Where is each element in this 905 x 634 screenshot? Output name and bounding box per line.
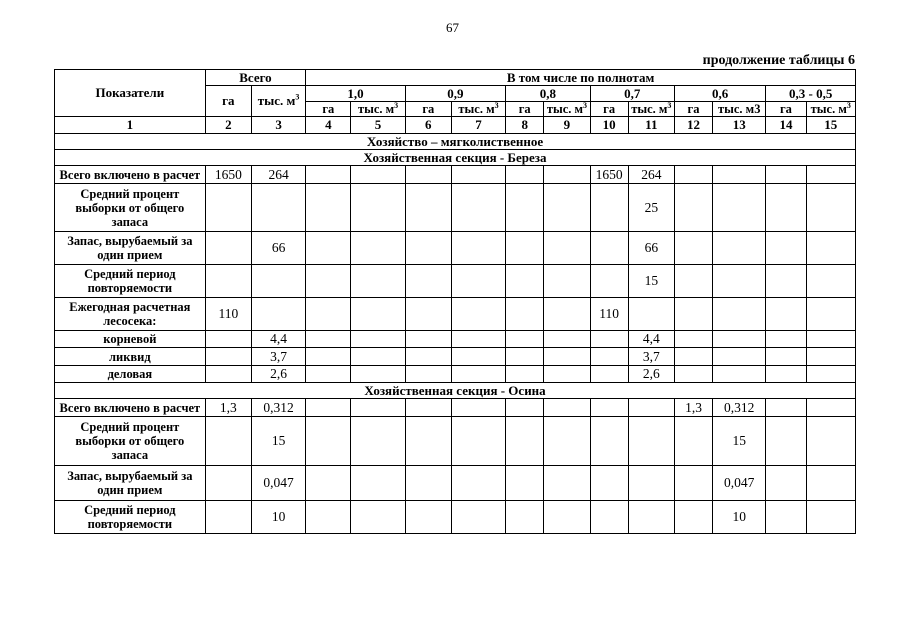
header-unit-volume: тыс. $м^3$ — [351, 102, 405, 117]
table-cell — [590, 366, 628, 383]
table-cell — [674, 331, 712, 348]
table-row — [55, 265, 856, 298]
section-title: Хозяйство – мягколиственное — [55, 134, 856, 150]
table-cell — [806, 366, 855, 383]
table-cell: 0,312 — [251, 399, 305, 417]
table-row — [55, 232, 856, 265]
table-cell — [766, 331, 806, 348]
table-cell — [544, 265, 590, 298]
table-cell: 25 — [628, 184, 674, 232]
row-label: корневой — [55, 331, 206, 348]
header-unit-volume: тыс. м3 — [713, 102, 766, 117]
table-cell — [405, 501, 451, 534]
table-cell — [251, 184, 305, 232]
table-cell — [451, 331, 505, 348]
table-cell — [674, 466, 712, 501]
table-cell: 264 — [251, 166, 305, 184]
table-cell — [628, 466, 674, 501]
table-cell: 4,4 — [251, 331, 305, 348]
header-unit-ha: га — [506, 102, 544, 117]
table-cell — [451, 399, 505, 417]
table-cell — [674, 184, 712, 232]
table-cell — [405, 232, 451, 265]
header-unit-volume: тыс. $м^3$ — [451, 102, 505, 117]
table-cell — [590, 466, 628, 501]
table-cell — [590, 331, 628, 348]
table-cell — [351, 166, 405, 184]
table-cell — [451, 366, 505, 383]
row-label: Всего включено в расчет — [55, 399, 206, 417]
table-cell — [506, 501, 544, 534]
table-row — [55, 417, 856, 466]
column-number: 13 — [713, 117, 766, 134]
section-row — [55, 383, 856, 399]
table-cell — [544, 466, 590, 501]
header-unit-ha: га — [590, 102, 628, 117]
table-cell — [351, 501, 405, 534]
table-cell: 0,047 — [251, 466, 305, 501]
table-row — [55, 501, 856, 534]
table-cell: 3,7 — [251, 348, 305, 366]
table-cell — [251, 298, 305, 331]
table-cell — [713, 348, 766, 366]
table-cell — [590, 348, 628, 366]
table-cell — [405, 399, 451, 417]
table-cell — [544, 348, 590, 366]
table-cell — [451, 265, 505, 298]
table-cell — [590, 399, 628, 417]
table-continuation-caption: продолжение таблицы 6 — [702, 53, 855, 68]
table-cell — [674, 417, 712, 466]
header-unit-ha: га — [674, 102, 712, 117]
table-row — [55, 166, 856, 184]
table-cell — [806, 348, 855, 366]
section-row — [55, 150, 856, 166]
table-cell: 15 — [628, 265, 674, 298]
table-row — [55, 348, 856, 366]
table-cell — [405, 166, 451, 184]
table-cell: 10 — [251, 501, 305, 534]
row-label: Ежегодная расчетная лесосека: — [55, 298, 206, 331]
table-cell — [205, 331, 251, 348]
table-cell — [766, 298, 806, 331]
column-number: 4 — [306, 117, 351, 134]
table-cell — [713, 166, 766, 184]
table-cell — [590, 265, 628, 298]
column-number: 2 — [205, 117, 251, 134]
table-cell — [205, 232, 251, 265]
table-cell — [674, 366, 712, 383]
table-cell — [306, 166, 351, 184]
table-cell — [766, 348, 806, 366]
table-cell — [351, 232, 405, 265]
table-cell — [506, 331, 544, 348]
table-cell — [590, 232, 628, 265]
table-cell — [544, 184, 590, 232]
table-cell — [674, 232, 712, 265]
table-cell — [306, 417, 351, 466]
column-number: 10 — [590, 117, 628, 134]
header-by-density: В том числе по полнотам — [306, 70, 856, 86]
table-cell — [306, 184, 351, 232]
table-cell — [766, 501, 806, 534]
table-cell — [544, 166, 590, 184]
table-cell — [306, 331, 351, 348]
column-number-row — [55, 117, 856, 134]
table-cell — [351, 366, 405, 383]
table-cell — [713, 366, 766, 383]
table-row — [55, 298, 856, 331]
table-cell — [351, 265, 405, 298]
table-cell: 1650 — [205, 166, 251, 184]
table-cell — [806, 232, 855, 265]
table-cell — [674, 166, 712, 184]
table-cell — [506, 366, 544, 383]
table-cell — [306, 348, 351, 366]
table-cell — [451, 501, 505, 534]
table-cell — [405, 265, 451, 298]
table-cell — [628, 298, 674, 331]
table-cell — [306, 232, 351, 265]
header-density: 0,8 — [506, 86, 590, 102]
table-cell — [628, 501, 674, 534]
table-cell — [351, 348, 405, 366]
header-total: Всего — [205, 70, 305, 86]
section-title: Хозяйственная секция - Осина — [55, 383, 856, 399]
table-cell — [506, 298, 544, 331]
table-cell — [766, 399, 806, 417]
table-cell — [806, 331, 855, 348]
header-density: 0,6 — [674, 86, 765, 102]
column-number: 11 — [628, 117, 674, 134]
table-cell — [766, 184, 806, 232]
table-cell — [674, 348, 712, 366]
table-cell — [405, 466, 451, 501]
table-cell — [506, 399, 544, 417]
header-unit-ha: га — [405, 102, 451, 117]
table-cell — [544, 331, 590, 348]
table-cell: 15 — [251, 417, 305, 466]
table-cell — [766, 366, 806, 383]
header-density: 1,0 — [306, 86, 405, 102]
table-cell — [506, 466, 544, 501]
row-label: Средний процент выборки от общего запаса — [55, 184, 206, 232]
table-cell — [766, 417, 806, 466]
row-label: ликвид — [55, 348, 206, 366]
table-cell — [451, 417, 505, 466]
table-cell — [590, 184, 628, 232]
table-cell — [405, 366, 451, 383]
table-cell — [506, 417, 544, 466]
table-cell — [351, 298, 405, 331]
row-label: Всего включено в расчет — [55, 166, 206, 184]
table-cell — [451, 166, 505, 184]
row-label: Средний процент выборки от общего запаса — [55, 417, 206, 466]
table-cell: 10 — [713, 501, 766, 534]
table-cell — [544, 501, 590, 534]
table-cell — [628, 417, 674, 466]
table-cell — [674, 298, 712, 331]
table-cell: 0,312 — [713, 399, 766, 417]
column-number: 14 — [766, 117, 806, 134]
table-row — [55, 399, 856, 417]
table-cell — [351, 331, 405, 348]
table-cell — [713, 331, 766, 348]
table-cell — [674, 265, 712, 298]
table-cell — [806, 399, 855, 417]
table-cell — [713, 184, 766, 232]
row-label: Запас, вырубаемый за один прием — [55, 466, 206, 501]
table-cell — [806, 501, 855, 534]
header-unit-ha: га — [766, 102, 806, 117]
table-cell — [544, 232, 590, 265]
table-cell — [506, 348, 544, 366]
table-cell: 66 — [628, 232, 674, 265]
header-density: 0,9 — [405, 86, 505, 102]
table-cell — [806, 265, 855, 298]
row-label: Средний период повторяемости — [55, 265, 206, 298]
header-density: 0,7 — [590, 86, 674, 102]
table-cell: 110 — [590, 298, 628, 331]
table-cell — [405, 331, 451, 348]
table-cell — [351, 399, 405, 417]
table-cell — [251, 265, 305, 298]
column-number: 5 — [351, 117, 405, 134]
table-cell — [205, 184, 251, 232]
table-cell — [806, 184, 855, 232]
column-number: 3 — [251, 117, 305, 134]
row-label: деловая — [55, 366, 206, 383]
table-cell — [806, 166, 855, 184]
table-cell — [451, 298, 505, 331]
row-label: Запас, вырубаемый за один прием — [55, 232, 206, 265]
table-cell: 2,6 — [251, 366, 305, 383]
table-cell — [628, 399, 674, 417]
table-cell — [351, 184, 405, 232]
table-cell — [306, 366, 351, 383]
table-cell — [806, 466, 855, 501]
table-cell — [205, 417, 251, 466]
table-cell — [506, 166, 544, 184]
table-cell — [451, 184, 505, 232]
table-cell — [713, 298, 766, 331]
table-cell — [806, 298, 855, 331]
table-cell — [766, 232, 806, 265]
page-number: 67 — [446, 20, 459, 35]
table-row — [55, 466, 856, 501]
table-cell — [544, 366, 590, 383]
header-total-ha: га — [205, 86, 251, 117]
table-cell — [451, 466, 505, 501]
column-number: 15 — [806, 117, 855, 134]
table-cell: 264 — [628, 166, 674, 184]
table-cell — [205, 501, 251, 534]
table-cell — [766, 166, 806, 184]
data-table — [54, 69, 856, 534]
table-cell — [506, 184, 544, 232]
table-cell — [506, 265, 544, 298]
table-cell — [306, 298, 351, 331]
header-unit-volume: тыс. $м^3$ — [806, 102, 855, 117]
table-cell — [590, 417, 628, 466]
table-cell — [205, 348, 251, 366]
table-cell — [205, 265, 251, 298]
table-cell — [506, 232, 544, 265]
section-title: Хозяйственная секция - Береза — [55, 150, 856, 166]
table-cell — [405, 298, 451, 331]
column-number: 12 — [674, 117, 712, 134]
table-cell — [306, 501, 351, 534]
table-cell — [306, 265, 351, 298]
table-cell — [713, 232, 766, 265]
table-cell — [405, 348, 451, 366]
table-cell — [351, 466, 405, 501]
table-row — [55, 184, 856, 232]
table-cell: 1650 — [590, 166, 628, 184]
column-number: 7 — [451, 117, 505, 134]
section-row — [55, 134, 856, 150]
header-unit-volume: тыс. $м^3$ — [544, 102, 590, 117]
table-cell: 4,4 — [628, 331, 674, 348]
header-total-volume: тыс. $м^3$ — [251, 86, 305, 117]
table-cell — [405, 417, 451, 466]
table-cell — [306, 466, 351, 501]
table-cell: 110 — [205, 298, 251, 331]
table-cell — [205, 466, 251, 501]
table-cell: 66 — [251, 232, 305, 265]
table-cell — [351, 417, 405, 466]
table-cell — [766, 265, 806, 298]
header-unit-volume: тыс. $м^3$ — [628, 102, 674, 117]
table-cell — [306, 399, 351, 417]
column-number: 9 — [544, 117, 590, 134]
table-row — [55, 366, 856, 383]
table-cell — [544, 417, 590, 466]
column-number: 1 — [55, 117, 206, 134]
table-cell — [713, 265, 766, 298]
table-cell — [674, 501, 712, 534]
column-number: 6 — [405, 117, 451, 134]
table-cell — [544, 298, 590, 331]
table-cell: 15 — [713, 417, 766, 466]
table-cell — [590, 501, 628, 534]
table-cell: 2,6 — [628, 366, 674, 383]
table-cell: 1,3 — [674, 399, 712, 417]
table-cell — [544, 399, 590, 417]
table-cell: 1,3 — [205, 399, 251, 417]
table-cell: 0,047 — [713, 466, 766, 501]
row-label: Средний период повторяемости — [55, 501, 206, 534]
table-cell — [405, 184, 451, 232]
table-cell — [451, 232, 505, 265]
column-number: 8 — [506, 117, 544, 134]
header-unit-ha: га — [306, 102, 351, 117]
table-row — [55, 331, 856, 348]
table-cell — [766, 466, 806, 501]
table-cell — [205, 366, 251, 383]
header-density: 0,3 - 0,5 — [766, 86, 856, 102]
table-cell: 3,7 — [628, 348, 674, 366]
header-row-1 — [55, 70, 856, 86]
table-cell — [806, 417, 855, 466]
table-cell — [451, 348, 505, 366]
header-indicators: Показатели — [55, 70, 206, 117]
